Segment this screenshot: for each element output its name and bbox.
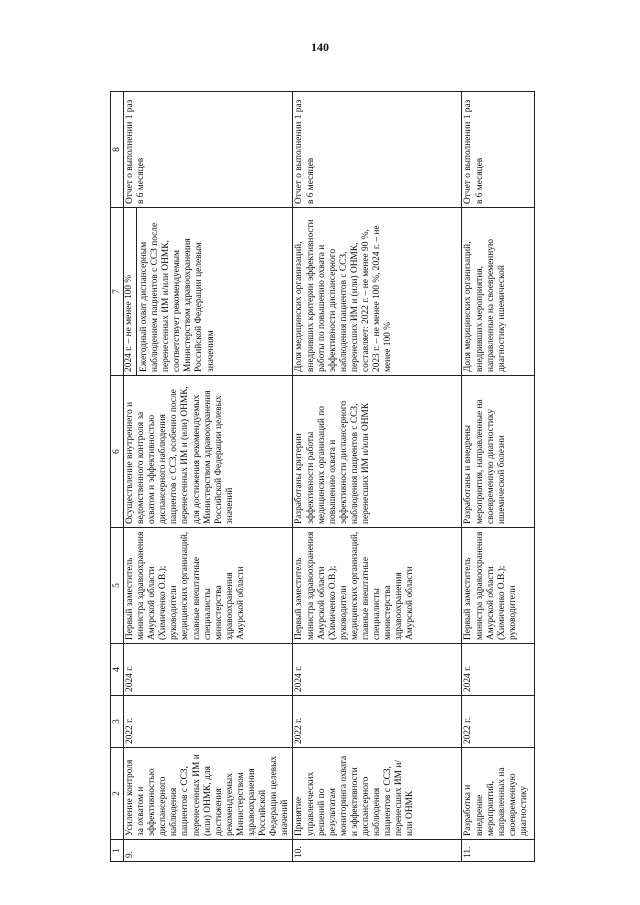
expected-result: Осуществление внутреннего и ведомственного контроля за охватом и эффективностью диспансерного наблюдения пациентов с ССЗ, особенно после перенесенных ИМ и (или) ОНМК, для достижения рекомендуемых Министерством здравоохранения Российской Федерации целевых значений xyxy=(124,376,293,528)
row-number: 11. xyxy=(462,840,535,862)
responsible: Первый заместитель министра здравоохранения Амурской области (Химиченко О.В.); руководители xyxy=(462,528,535,644)
end-date: 2024 г. xyxy=(462,644,535,696)
expected-result: Разработаны и внедрены мероприятия, направленные на своевременную диагностику ишемической болезни xyxy=(462,376,535,528)
start-date: 2022 г. xyxy=(124,696,293,748)
table-row xyxy=(124,92,293,862)
header-cell-5: 5 xyxy=(111,528,124,644)
header-cell-2: 2 xyxy=(111,748,124,840)
header-cell-8: 8 xyxy=(111,92,124,208)
header-cell-1: 1 xyxy=(111,840,124,862)
table-row xyxy=(293,92,462,862)
continuation-text: 2024 г. – не менее 100 % xyxy=(124,208,137,375)
header-cell-3: 3 xyxy=(111,696,124,748)
header-cell-6: 6 xyxy=(111,376,124,528)
expected-result: Разработаны критерии эффективности работы медицинских организаций по повышению охвата и эффективности диспансерного наблюдения пациентов с ССЗ, перенесших ИМ и/или ОНМК xyxy=(293,376,462,528)
control-form: Отчет о выполнении 1 раз в 6 месяцев xyxy=(462,92,535,208)
header-cell-4: 4 xyxy=(111,644,124,696)
measures-table xyxy=(110,91,535,862)
end-date: 2024 г. xyxy=(293,644,462,696)
rotated-table-container xyxy=(110,92,530,862)
indicator-cell xyxy=(124,208,293,376)
row-number: 10. xyxy=(293,840,462,862)
control-form: Отчет о выполнении 1 раз в 6 месяцев xyxy=(124,92,293,208)
start-date: 2022 г. xyxy=(462,696,535,748)
control-form: Отчет о выполнении 1 раз в 6 месяцев xyxy=(293,92,462,208)
responsible: Первый заместитель министра здравоохранения Амурской области (Химиченко О.В.); руководители медицинских организаций, главные внештатные специалисты министерства здравоохранения Амурской области xyxy=(293,528,462,644)
measure-name: Разработка и внедрение мероприятий, направленных на своевременную диагностику xyxy=(462,748,535,840)
indicator: Доля медицинских организаций, внедривших критерии эффективности работы по повышению охвата и эффективности диспансерного наблюдения пациентов с ССЗ, перенесших ИМ и (или) ОНМК, составляет: 2022 г. – не менее 90 %, 2023 г. – не менее 100 %, 2024 г. – не менее 100 % xyxy=(293,208,462,376)
indicator: Ежегодный охват диспансерным наблюдением пациентов с ССЗ после перенесенных ИМ и/или ОНМК, соответствует рекомендуемым Министерством здравоохранения Российской Федерации целевым значениям xyxy=(139,222,216,372)
table-row xyxy=(462,92,535,862)
measure-name: Усиление контроля за охватом и эффективностью диспансерного наблюдения пациентов с ССЗ, перенесенных ИМ и (или) ОНМК, для достижения рекомендуемых Министерством здравоохранения Российской Федерации целевых значений xyxy=(124,748,293,840)
row-number: 9. xyxy=(124,840,293,862)
measure-name: Принятие управленческих решений по результатам мониторинга охвата и эффективности диспансерного наблюдения пациентов с ССЗ, перенесших ИМ и/или ОНМК xyxy=(293,748,462,840)
indicator: Доля медицинских организаций, внедривших мероприятия, направленные на своевременную диагностику ишемической xyxy=(462,208,535,376)
start-date: 2022 г. xyxy=(293,696,462,748)
page-number: 140 xyxy=(311,40,329,54)
header-cell-7: 7 xyxy=(111,208,124,376)
end-date: 2024 г. xyxy=(124,644,293,696)
header-row xyxy=(111,92,124,862)
responsible: Первый заместитель министра здравоохранения Амурской области (Химиченко О.В.); руководители медицинских организаций, главные внештатные специалисты министерства здравоохранения Амурской области xyxy=(124,528,293,644)
